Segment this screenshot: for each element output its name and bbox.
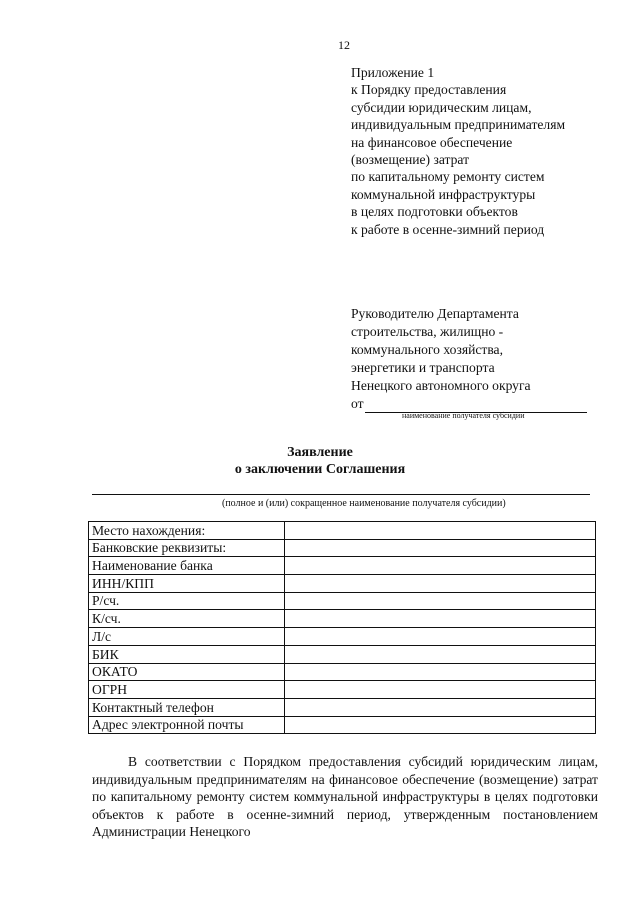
row-value[interactable] [285, 592, 596, 610]
addressee-block [351, 305, 587, 413]
row-label: ИНН/КПП [89, 575, 285, 593]
table-row [89, 610, 596, 628]
row-label: Адрес электронной почты [89, 716, 285, 734]
from-label: от [351, 396, 364, 411]
row-label: ОКАТО [89, 663, 285, 681]
table-row [89, 716, 596, 734]
row-label: Место нахождения: [89, 522, 285, 540]
row-value[interactable] [285, 557, 596, 575]
row-label: Банковские реквизиты: [89, 539, 285, 557]
appendix-line: индивидуальным предпринимателям [351, 117, 566, 133]
table-row [89, 522, 596, 540]
row-value[interactable] [285, 539, 596, 557]
table-row [89, 557, 596, 575]
appendix-line: Приложение 1 [351, 65, 435, 80]
addressee-line: Руководителю Департамента [351, 306, 519, 321]
table-row [89, 628, 596, 646]
table-row [89, 592, 596, 610]
row-label: Наименование банка [89, 557, 285, 575]
addressee-line: энергетики и транспорта [351, 360, 495, 375]
appendix-line: (возмещение) затрат [351, 152, 470, 168]
recipient-caption: наименование получателя субсидии [402, 411, 525, 420]
row-label: Контактный телефон [89, 698, 285, 716]
appendix-line: в целях подготовки объектов [351, 204, 518, 220]
row-value[interactable] [285, 716, 596, 734]
row-label: Л/с [89, 628, 285, 646]
appendix-line: коммунальной инфраструктуры [351, 186, 536, 202]
appendix-line: субсидии юридическим лицам, [351, 99, 532, 115]
applicant-caption: (полное и (или) сокращенное наименование получателя субсидии) [222, 498, 506, 509]
document-subtitle: о заключении Соглашения [234, 462, 406, 477]
addressee-line: Ненецкого автономного округа [351, 378, 531, 393]
row-label: Р/сч. [89, 592, 285, 610]
table-row [89, 681, 596, 699]
appendix-line: на финансовое обеспечение [351, 134, 513, 150]
row-value[interactable] [285, 628, 596, 646]
row-value[interactable] [285, 645, 596, 663]
row-value[interactable] [285, 681, 596, 699]
table-row [89, 698, 596, 716]
addressee-line: коммунального хозяйства, [351, 342, 503, 357]
row-value[interactable] [285, 610, 596, 628]
row-value[interactable] [285, 698, 596, 716]
document-title: Заявление [287, 445, 353, 460]
row-label: ОГРН [89, 681, 285, 699]
requisites-table [88, 521, 596, 734]
appendix-line: к работе в осенне-зимний период [351, 221, 545, 237]
table-row [89, 575, 596, 593]
row-label: БИК [89, 645, 285, 663]
table-row [89, 645, 596, 663]
row-value[interactable] [285, 663, 596, 681]
appendix-block [351, 64, 565, 238]
body-paragraph: В соответствии с Порядком предоставления субсидий юридическим лицам, индивидуальным предпринимателям на финансовое обеспечение (возмещение) затрат по капитальному ремонту систем коммунальной инфраструктуры в целях подготовки объектов к работе в осенне-зимний период, утвержденным постановлением Администрации Ненецкого [92, 754, 598, 839]
table-row [89, 539, 596, 557]
applicant-name-field[interactable] [92, 494, 590, 495]
appendix-line: к Порядку предоставления [351, 82, 507, 98]
row-value[interactable] [285, 522, 596, 540]
row-value[interactable] [285, 575, 596, 593]
page-number: 12 [338, 38, 350, 52]
table-row [89, 663, 596, 681]
appendix-line: по капитальному ремонту систем [351, 169, 545, 185]
row-label: К/сч. [89, 610, 285, 628]
addressee-line: строительства, жилищно - [351, 324, 504, 339]
